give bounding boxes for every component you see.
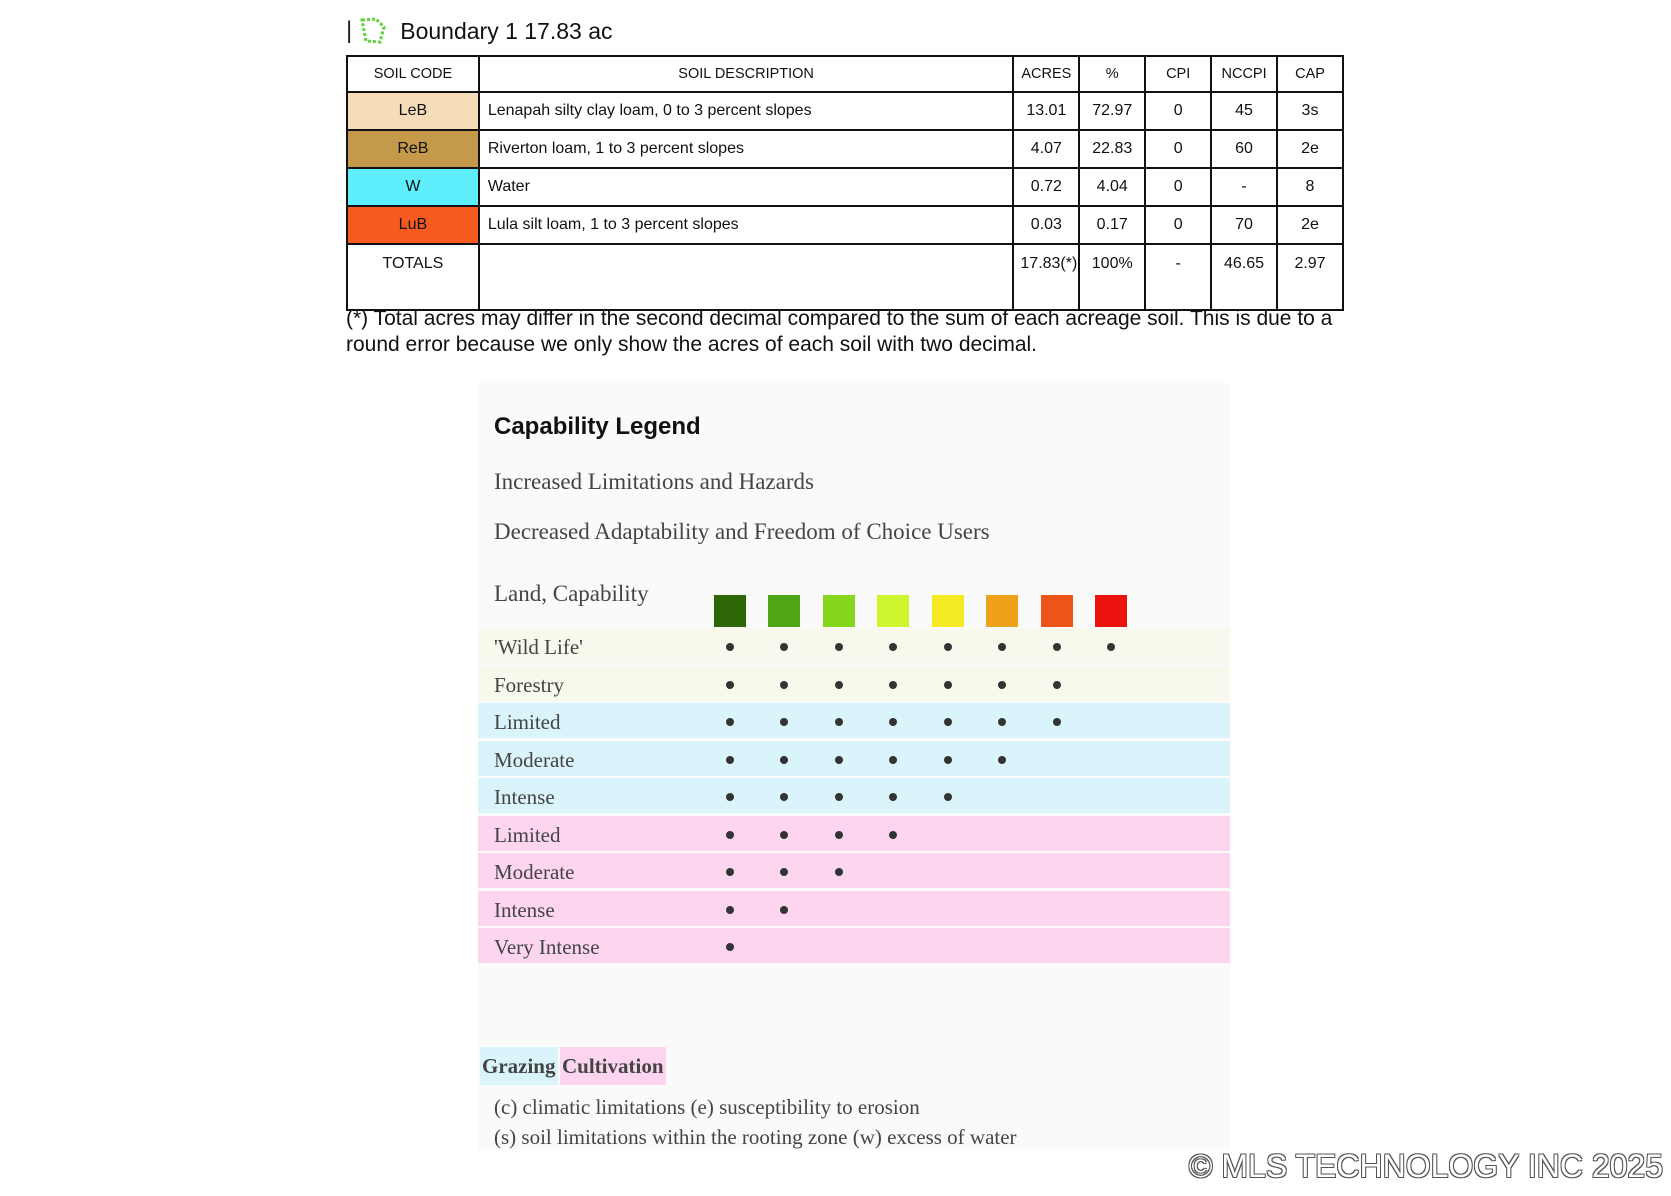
cap: 2e — [1277, 130, 1343, 168]
table-row — [347, 168, 1343, 206]
legend-row — [478, 928, 1230, 963]
capability-dot — [780, 793, 788, 801]
legend-subtitle-limitations: Increased Limitations and Hazards — [494, 469, 814, 494]
legend-row-label: 'Wild Life' — [494, 635, 583, 659]
cpi: 0 — [1145, 130, 1211, 168]
soil-table — [346, 55, 1344, 311]
capability-dot — [780, 831, 788, 839]
capability-class-4-swatch — [877, 595, 909, 627]
legend-row-label: Limited — [494, 710, 561, 734]
legend-row — [478, 816, 1230, 851]
capability-dot — [1053, 718, 1061, 726]
header-cpi: CPI — [1145, 56, 1211, 92]
capability-dot — [889, 643, 897, 651]
percent: 4.04 — [1079, 168, 1145, 206]
pipe-separator: | — [346, 17, 353, 44]
capability-dot — [726, 793, 734, 801]
acres: 4.07 — [1013, 130, 1079, 168]
capability-dot — [1107, 643, 1115, 651]
capability-dot — [889, 756, 897, 764]
totals-acres: 17.83(*) — [1013, 244, 1079, 310]
capability-dot — [780, 868, 788, 876]
legend-row-label: Intense — [494, 785, 555, 809]
soil-description: Lula silt loam, 1 to 3 percent slopes — [479, 206, 1014, 244]
capability-class-6-swatch — [986, 595, 1018, 627]
capability-legend — [478, 383, 1230, 1149]
header-percent: % — [1079, 56, 1145, 92]
capability-dot — [1053, 681, 1061, 689]
table-row — [347, 92, 1343, 130]
capability-dot — [726, 681, 734, 689]
capability-dot — [944, 793, 952, 801]
table-header-row — [347, 56, 1343, 92]
soil-code: ReB — [347, 130, 479, 168]
boundary-polygon-icon — [358, 16, 388, 46]
totals-cap: 2.97 — [1277, 244, 1343, 310]
capability-dot — [726, 868, 734, 876]
percent: 72.97 — [1079, 92, 1145, 130]
legend-row — [478, 741, 1230, 776]
capability-dot — [998, 718, 1006, 726]
legend-row-label: Moderate — [494, 747, 575, 772]
capability-dot — [726, 756, 734, 764]
capability-dot — [835, 868, 843, 876]
percent: 0.17 — [1079, 206, 1145, 244]
capability-dot — [998, 756, 1006, 764]
header-soil-code: SOIL CODE — [347, 56, 479, 92]
soil-code: LuB — [347, 206, 479, 244]
capability-class-8-swatch — [1095, 595, 1127, 627]
legend-note-climatic-erosion: (c) climatic limitations (e) susceptibility to erosion — [494, 1095, 920, 1119]
soil-description: Water — [479, 168, 1014, 206]
cap: 3s — [1277, 92, 1343, 130]
legend-note-soil-water: (s) soil limitations within the rooting zone (w) excess of water — [494, 1125, 1017, 1149]
cultivation-label: Cultivation — [560, 1047, 666, 1085]
cpi: 0 — [1145, 168, 1211, 206]
capability-class-5-swatch — [932, 595, 964, 627]
table-row — [347, 206, 1343, 244]
capability-dot — [780, 756, 788, 764]
totals-description — [479, 244, 1014, 310]
header-nccpi: NCCPI — [1211, 56, 1277, 92]
soil-code: LeB — [347, 92, 479, 130]
nccpi: 60 — [1211, 130, 1277, 168]
capability-class-2-swatch — [768, 595, 800, 627]
legend-row-label: Very Intense — [494, 935, 600, 959]
boundary-header — [346, 14, 613, 48]
header-acres: ACRES — [1013, 56, 1079, 92]
grazing-label: Grazing — [480, 1047, 558, 1085]
capability-dot — [726, 831, 734, 839]
legend-row-label: Moderate — [494, 860, 575, 884]
legend-row-label: Limited — [494, 822, 561, 847]
legend-row — [478, 853, 1230, 888]
capability-class-1-swatch — [714, 595, 746, 627]
capability-dot — [835, 681, 843, 689]
acres: 0.03 — [1013, 206, 1079, 244]
capability-dot — [835, 643, 843, 651]
soil-description: Lenapah silty clay loam, 0 to 3 percent slopes — [479, 92, 1014, 130]
table-row — [347, 130, 1343, 168]
totals-cpi: - — [1145, 244, 1211, 310]
acreage-footnote: (*) Total acres may differ in the second decimal compared to the sum of each acreage soil. This is due to a round error because we only show the acres of each soil with two decimal. — [346, 307, 1333, 356]
copyright-watermark: © MLS TECHNOLOGY INC 2025 — [1188, 1148, 1663, 1184]
acres: 13.01 — [1013, 92, 1079, 130]
capability-dot — [889, 793, 897, 801]
capability-dot — [835, 718, 843, 726]
legend-row — [478, 778, 1230, 813]
legend-row-label: Intense — [494, 897, 555, 922]
cpi: 0 — [1145, 92, 1211, 130]
capability-dot — [780, 718, 788, 726]
capability-dot — [726, 718, 734, 726]
acres: 0.72 — [1013, 168, 1079, 206]
legend-row — [478, 891, 1230, 926]
capability-dot — [998, 643, 1006, 651]
legend-row — [478, 666, 1230, 701]
nccpi: 70 — [1211, 206, 1277, 244]
capability-dot — [889, 681, 897, 689]
percent: 22.83 — [1079, 130, 1145, 168]
capability-dot — [944, 643, 952, 651]
nccpi: - — [1211, 168, 1277, 206]
totals-row — [347, 244, 1343, 310]
capability-dot — [944, 681, 952, 689]
capability-dot — [780, 681, 788, 689]
capability-dot — [726, 643, 734, 651]
capability-class-7-swatch — [1041, 595, 1073, 627]
soil-description: Riverton loam, 1 to 3 percent slopes — [479, 130, 1014, 168]
nccpi: 45 — [1211, 92, 1277, 130]
capability-dot — [944, 756, 952, 764]
capability-dot — [1053, 643, 1061, 651]
capability-dot — [889, 831, 897, 839]
capability-dot — [998, 681, 1006, 689]
capability-dot — [835, 756, 843, 764]
capability-dot — [835, 831, 843, 839]
legend-row — [478, 628, 1230, 663]
land-capability-label: Land, Capability — [494, 581, 649, 606]
legend-subtitle-adaptability: Decreased Adaptability and Freedom of Choice Users — [494, 519, 990, 544]
legend-row-label: Forestry — [494, 672, 564, 697]
header-soil-description: SOIL DESCRIPTION — [479, 56, 1014, 92]
totals-label: TOTALS — [347, 244, 479, 310]
capability-dot — [780, 906, 788, 914]
capability-dot — [944, 718, 952, 726]
totals-percent: 100% — [1079, 244, 1145, 310]
legend-row — [478, 703, 1230, 738]
totals-nccpi: 46.65 — [1211, 244, 1277, 310]
capability-dot — [780, 643, 788, 651]
capability-dot — [835, 793, 843, 801]
boundary-title: Boundary 1 17.83 ac — [400, 17, 613, 44]
soil-code: W — [347, 168, 479, 206]
cpi: 0 — [1145, 206, 1211, 244]
cap: 2e — [1277, 206, 1343, 244]
legend-title: Capability Legend — [494, 413, 701, 440]
capability-class-3-swatch — [823, 595, 855, 627]
capability-dot — [726, 906, 734, 914]
capability-dot — [889, 718, 897, 726]
header-cap: CAP — [1277, 56, 1343, 92]
cap: 8 — [1277, 168, 1343, 206]
capability-dot — [726, 943, 734, 951]
